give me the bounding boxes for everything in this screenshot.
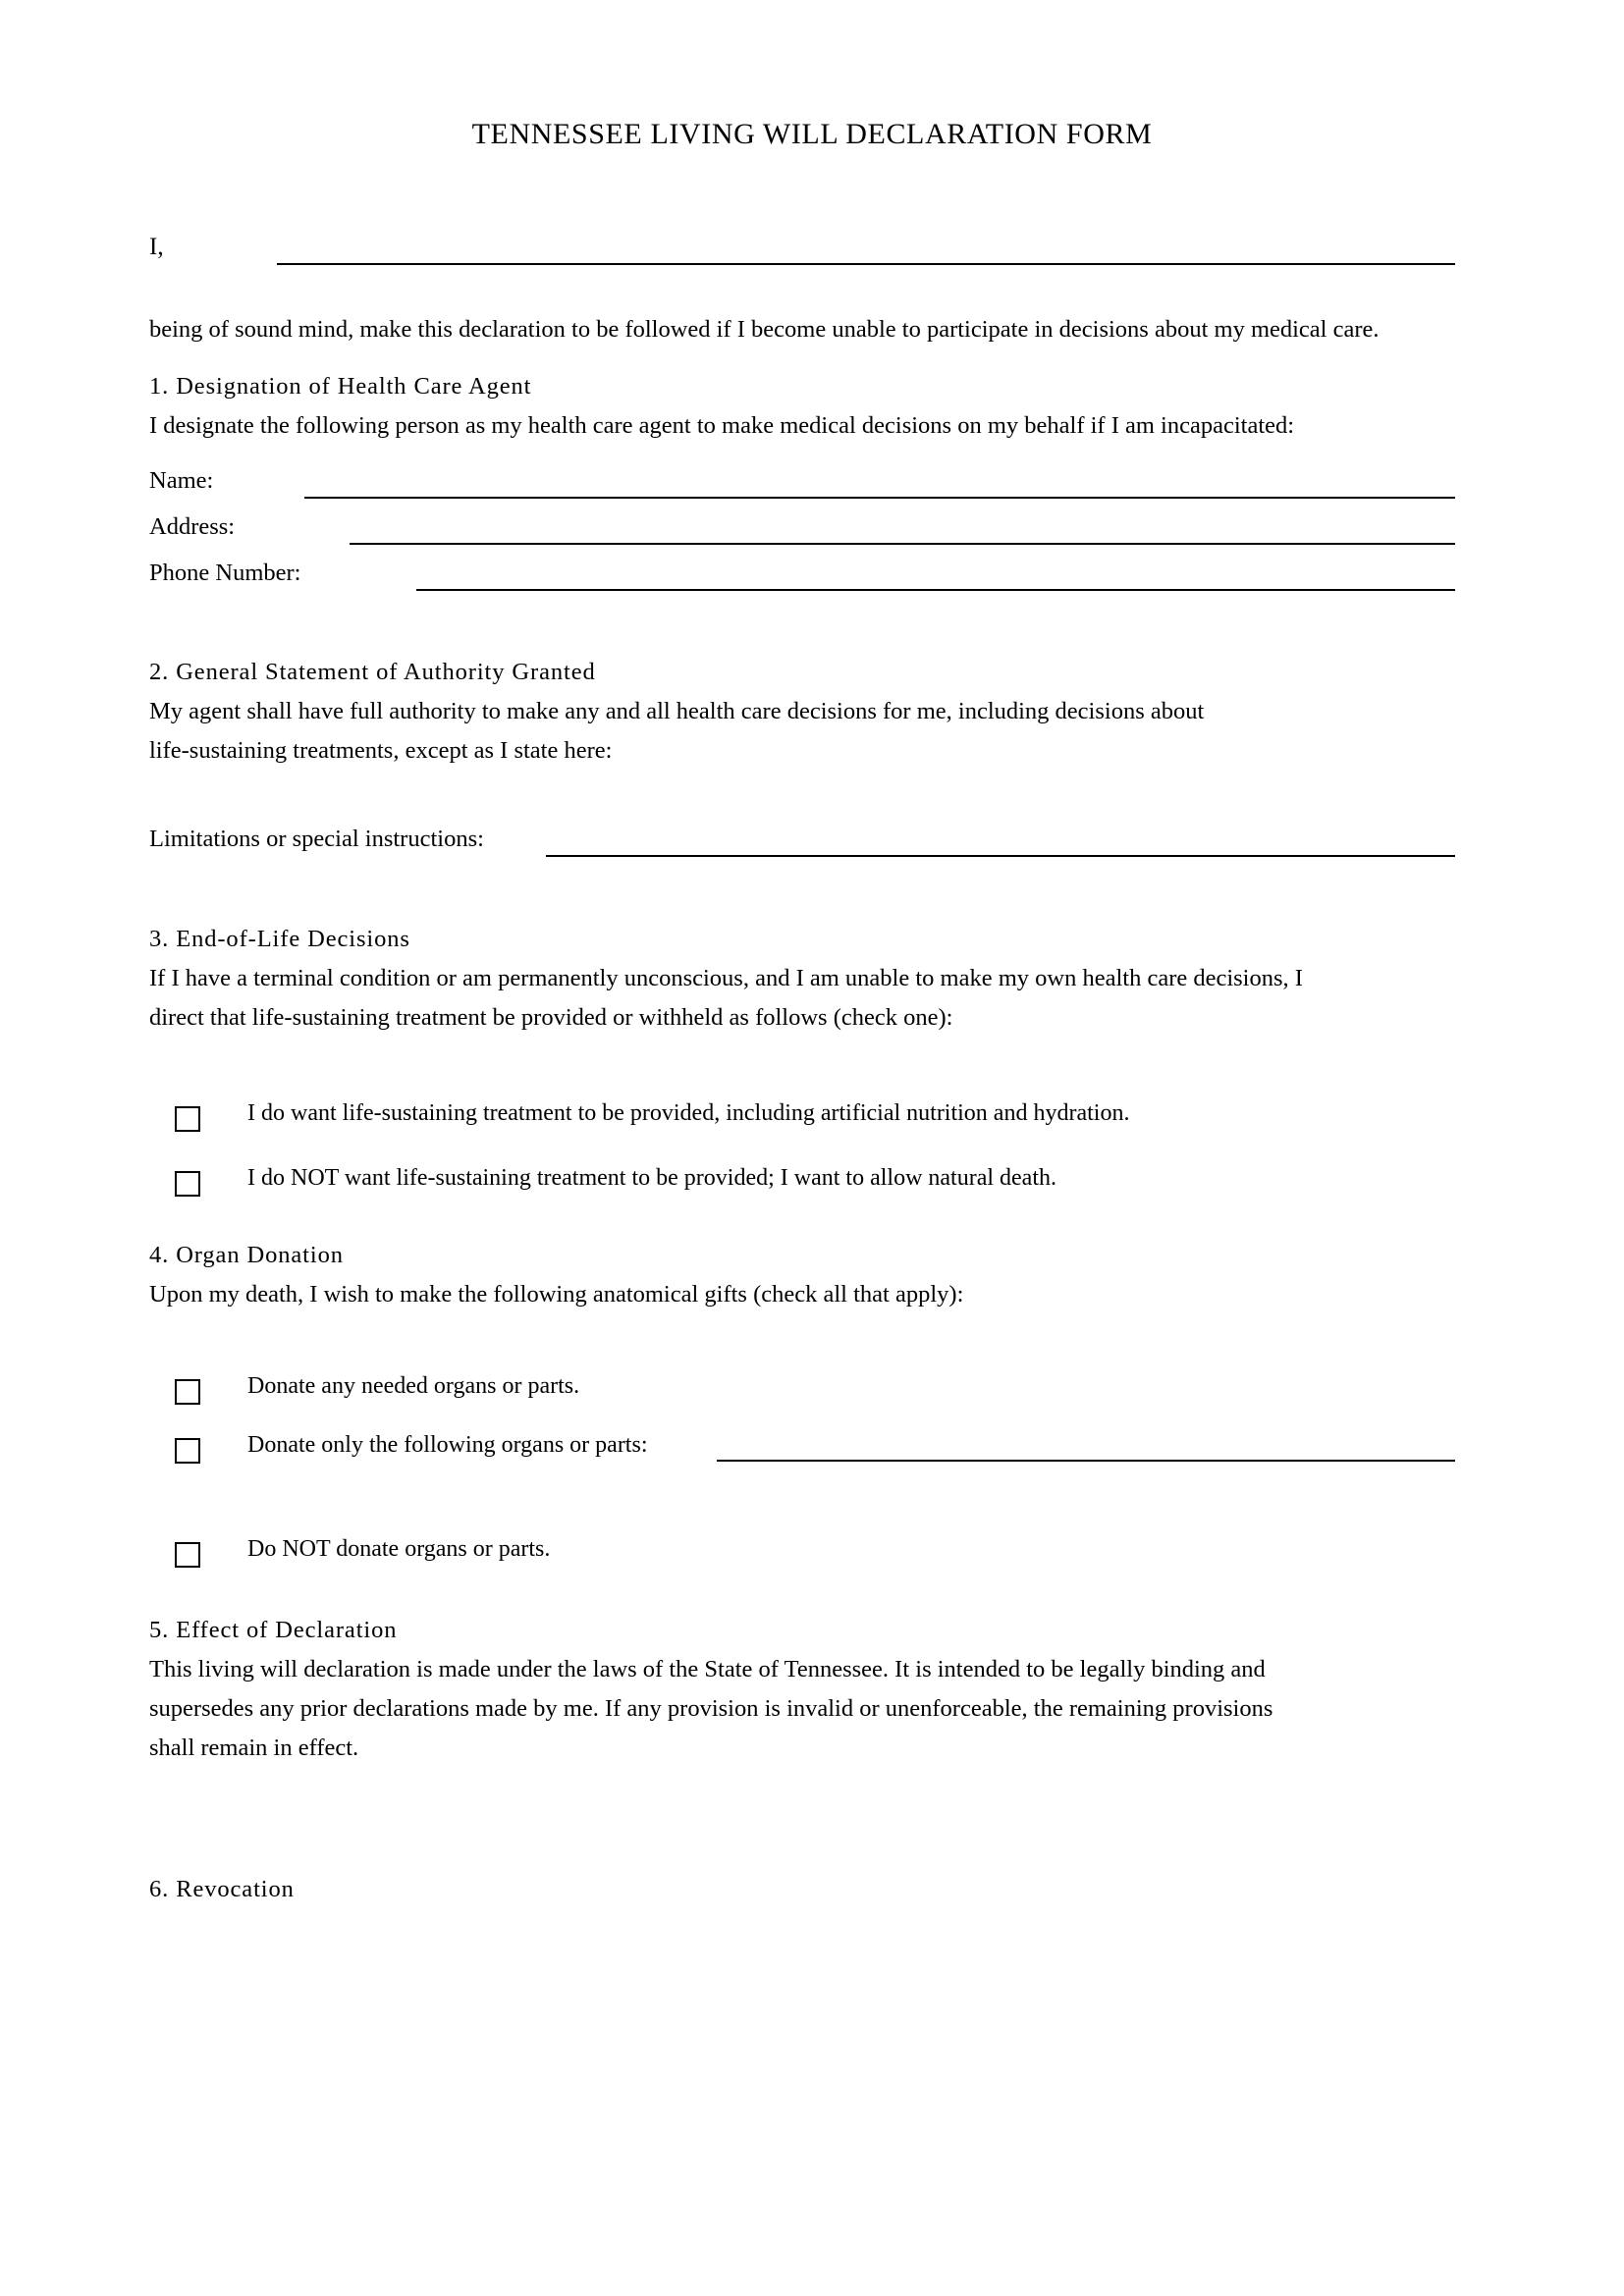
agent-name-label: Name: [149,467,214,494]
section-4-body: Upon my death, I wish to make the following anatomical gifts (check all that apply): [149,1281,964,1308]
document-body [149,226,1485,1909]
eol-option-2-label: I do NOT want life-sustaining treatment to be provided; I want to allow natural death. [247,1165,1057,1191]
checkbox-want-treatment[interactable] [175,1106,200,1132]
page-title: TENNESSEE LIVING WILL DECLARATION FORM [471,118,1153,150]
donation-option-2-label: Donate only the following organs or parts: [247,1432,648,1458]
section-5-body-line2: supersedes any prior declarations made by me. If any provision is invalid or unenforceable, the remaining provisions [149,1695,1273,1722]
section-3-body-line2: direct that life-sustaining treatment be provided or withheld as follows (check one): [149,1004,953,1031]
section-2-heading: 2. General Statement of Authority Granted [149,659,596,685]
checkbox-donate-only[interactable] [175,1438,200,1464]
agent-address-row [149,509,1485,556]
section-2-body-line2: life-sustaining treatments, except as I state here: [149,737,613,764]
section-1-body: I designate the following person as my health care agent to make medical decisions on my behalf if I am incapacitated: [149,412,1295,439]
donation-option-3-label: Do NOT donate organs or parts. [247,1536,551,1562]
eol-option-2-row[interactable] [149,1153,1485,1218]
agent-phone-label: Phone Number: [149,560,301,586]
agent-address-label: Address: [149,513,236,540]
declaration-statement: being of sound mind, make this declaration to be followed if I become unable to participate in decisions about my medical care. [149,316,1380,343]
declarant-label: I, [149,234,164,260]
donation-option-2-row[interactable] [149,1426,1485,1528]
agent-phone-row [149,556,1485,602]
section-3-body-line1: If I have a terminal condition or am permanently unconscious, and I am unable to make my own health care decisions, I [149,965,1303,991]
section-5-heading: 5. Effect of Declaration [149,1617,398,1643]
agent-address-input[interactable] [350,543,1455,545]
section-2-body-line1: My agent shall have full authority to make any and all health care decisions for me, including decisions about [149,698,1205,724]
agent-phone-input[interactable] [416,589,1455,591]
section-5-body-line3: shall remain in effect. [149,1735,359,1761]
limitations-row [149,822,1485,869]
checkbox-not-want-treatment[interactable] [175,1171,200,1197]
checkbox-do-not-donate[interactable] [175,1542,200,1568]
eol-option-1-row[interactable] [149,1089,1485,1153]
section-6-heading: 6. Revocation [149,1876,295,1902]
donation-option-3-row[interactable] [149,1528,1485,1593]
section-3-heading: 3. End-of-Life Decisions [149,926,410,952]
declarant-name-row [149,226,1485,277]
checkbox-donate-any[interactable] [175,1379,200,1405]
donate-only-input[interactable] [717,1460,1455,1462]
declarant-name-line[interactable] [277,263,1455,265]
section-5-body-line1: This living will declaration is made under the laws of the State of Tennessee. It is intended to be legally binding and [149,1656,1266,1682]
donation-option-1-label: Donate any needed organs or parts. [247,1373,580,1399]
section-4-heading: 4. Organ Donation [149,1242,344,1268]
donation-option-1-row[interactable] [149,1365,1485,1426]
limitations-input[interactable] [546,855,1455,857]
limitations-label: Limitations or special instructions: [149,826,484,852]
eol-option-1-label: I do want life-sustaining treatment to be provided, including artificial nutrition and hydration. [247,1100,1130,1126]
section-1-heading: 1. Designation of Health Care Agent [149,373,532,400]
agent-name-input[interactable] [304,497,1455,499]
agent-name-row [149,463,1485,509]
